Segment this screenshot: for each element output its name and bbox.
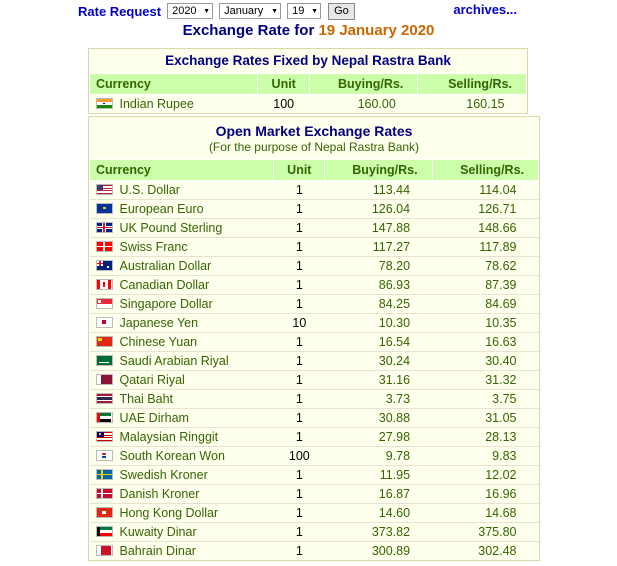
table-row xyxy=(90,219,539,238)
unit-cell: 1 xyxy=(274,238,325,257)
unit-cell: 1 xyxy=(274,485,325,504)
buying-rate-cell: 126.04 xyxy=(325,200,432,219)
canada-flag-icon xyxy=(96,279,113,290)
uk-flag-icon xyxy=(96,222,113,233)
fixed-rates-panel xyxy=(88,48,528,114)
table-row xyxy=(90,352,539,371)
chevron-down-icon: ▼ xyxy=(271,7,279,15)
china-flag-icon xyxy=(96,336,113,347)
chevron-down-icon: ▼ xyxy=(311,7,319,15)
buying-rate-cell: 147.88 xyxy=(325,219,432,238)
table-row xyxy=(90,409,539,428)
open-market-body xyxy=(90,181,539,561)
currency-cell xyxy=(90,447,274,466)
currency-cell xyxy=(90,333,274,352)
currency-cell xyxy=(90,200,274,219)
page-title-prefix: Exchange Rate for xyxy=(182,22,319,39)
day-select[interactable] xyxy=(287,3,321,19)
table-row xyxy=(90,542,539,561)
australia-flag-icon xyxy=(96,260,113,271)
table-row xyxy=(90,314,539,333)
selling-rate-cell: 87.39 xyxy=(432,276,538,295)
currency-name: Japanese Yen xyxy=(119,316,199,330)
unit-cell: 1 xyxy=(274,409,325,428)
buying-rate-cell: 300.89 xyxy=(325,542,432,561)
unit-cell: 1 xyxy=(274,219,325,238)
unit-cell: 10 xyxy=(274,314,325,333)
table-row xyxy=(90,504,539,523)
rate-request-bar xyxy=(0,0,617,22)
table-row xyxy=(90,447,539,466)
selling-rate-cell: 16.96 xyxy=(432,485,538,504)
unit-cell: 1 xyxy=(274,352,325,371)
unit-cell: 1 xyxy=(274,504,325,523)
buying-rate-cell: 373.82 xyxy=(325,523,432,542)
unit-cell: 1 xyxy=(274,181,325,200)
currency-cell xyxy=(90,523,274,542)
buying-rate-cell: 11.95 xyxy=(325,466,432,485)
fixed-rates-title: Exchange Rates Fixed by Nepal Rastra Bank xyxy=(165,53,451,68)
unit-cell: 1 xyxy=(274,295,325,314)
currency-name: Canadian Dollar xyxy=(119,278,210,292)
currency-cell xyxy=(90,238,274,257)
selling-rate-cell: 14.68 xyxy=(432,504,538,523)
selling-rate-cell: 78.62 xyxy=(432,257,538,276)
currency-name: Swiss Franc xyxy=(119,240,188,254)
currency-name: U.S. Dollar xyxy=(119,183,180,197)
column-header-unit: Unit xyxy=(258,74,310,95)
selling-rate-cell: 9.83 xyxy=(432,447,538,466)
buying-rate-cell: 160.00 xyxy=(310,95,418,114)
unit-cell: 1 xyxy=(274,390,325,409)
selling-rate-cell: 28.13 xyxy=(432,428,538,447)
unit-cell: 1 xyxy=(274,333,325,352)
currency-name: Kuwaity Dinar xyxy=(119,525,197,539)
selling-rate-cell: 10.35 xyxy=(432,314,538,333)
unit-cell: 1 xyxy=(274,523,325,542)
buying-rate-cell: 14.60 xyxy=(325,504,432,523)
fixed-rates-table xyxy=(89,73,527,113)
currency-cell xyxy=(90,276,274,295)
table-row xyxy=(90,333,539,352)
currency-cell xyxy=(90,371,274,390)
open-market-table xyxy=(89,159,539,560)
table-row xyxy=(90,257,539,276)
buying-rate-cell: 78.20 xyxy=(325,257,432,276)
unit-cell: 100 xyxy=(258,95,310,114)
selling-rate-cell: 84.69 xyxy=(432,295,538,314)
day-select-value: 19 xyxy=(292,5,305,17)
uae-flag-icon xyxy=(96,412,113,423)
page-title-date: 19 January 2020 xyxy=(318,22,435,39)
unit-cell: 1 xyxy=(274,200,325,219)
currency-cell xyxy=(90,181,274,200)
column-header-selling: Selling/Rs. xyxy=(418,74,527,95)
selling-rate-cell: 117.89 xyxy=(432,238,538,257)
month-select-value: January xyxy=(224,5,264,17)
currency-cell xyxy=(90,314,274,333)
currency-name: Malaysian Ringgit xyxy=(119,430,219,444)
table-header-row xyxy=(90,74,527,95)
kuwait-flag-icon xyxy=(96,526,113,537)
buying-rate-cell: 16.54 xyxy=(325,333,432,352)
table-row xyxy=(90,466,539,485)
column-header-selling: Selling/Rs. xyxy=(432,160,538,181)
eu-flag-icon xyxy=(96,203,113,214)
currency-cell xyxy=(90,219,274,238)
currency-name: South Korean Won xyxy=(119,449,225,463)
buying-rate-cell: 3.73 xyxy=(325,390,432,409)
currency-cell xyxy=(90,257,274,276)
buying-rate-cell: 9.78 xyxy=(325,447,432,466)
open-market-title: Open Market Exchange Rates xyxy=(215,123,413,139)
table-row xyxy=(90,200,539,219)
month-select[interactable] xyxy=(219,3,281,19)
buying-rate-cell: 30.88 xyxy=(325,409,432,428)
selling-rate-cell: 30.40 xyxy=(432,352,538,371)
currency-cell xyxy=(90,466,274,485)
selling-rate-cell: 375.80 xyxy=(432,523,538,542)
hong-kong-flag-icon xyxy=(96,507,113,518)
sweden-flag-icon xyxy=(96,469,113,480)
buying-rate-cell: 117.27 xyxy=(325,238,432,257)
currency-name: UK Pound Sterling xyxy=(119,221,223,235)
unit-cell: 1 xyxy=(274,371,325,390)
currency-name: Australian Dollar xyxy=(119,259,212,273)
india-flag-icon xyxy=(96,98,113,109)
selling-rate-cell: 31.32 xyxy=(432,371,538,390)
column-header-buying: Buying/Rs. xyxy=(310,74,418,95)
year-select-value: 2020 xyxy=(172,5,197,17)
table-row xyxy=(90,390,539,409)
south-korea-flag-icon xyxy=(96,450,113,461)
saudi-arabia-flag-icon xyxy=(96,355,113,366)
table-row xyxy=(90,485,539,504)
table-row xyxy=(90,276,539,295)
page-title xyxy=(0,22,617,39)
currency-cell xyxy=(90,428,274,447)
buying-rate-cell: 16.87 xyxy=(325,485,432,504)
year-select[interactable] xyxy=(167,3,213,19)
table-row xyxy=(90,523,539,542)
currency-name: Chinese Yuan xyxy=(119,335,198,349)
column-header-currency: Currency xyxy=(90,74,258,95)
thailand-flag-icon xyxy=(96,393,113,404)
selling-rate-cell: 126.71 xyxy=(432,200,538,219)
chevron-down-icon: ▼ xyxy=(203,7,211,15)
buying-rate-cell: 30.24 xyxy=(325,352,432,371)
selling-rate-cell: 16.63 xyxy=(432,333,538,352)
currency-name: Swedish Kroner xyxy=(119,468,208,482)
open-market-subtitle: (For the purpose of Nepal Rastra Bank) xyxy=(208,140,420,154)
buying-rate-cell: 10.30 xyxy=(325,314,432,333)
usa-flag-icon xyxy=(96,184,113,195)
selling-rate-cell: 3.75 xyxy=(432,390,538,409)
open-market-panel xyxy=(88,116,540,561)
currency-cell xyxy=(90,352,274,371)
currency-name: Thai Baht xyxy=(119,392,174,406)
buying-rate-cell: 84.25 xyxy=(325,295,432,314)
rate-request-label: Rate Request xyxy=(78,3,162,19)
currency-name: Qatari Riyal xyxy=(119,373,185,387)
currency-name: European Euro xyxy=(119,202,204,216)
unit-cell: 1 xyxy=(274,542,325,561)
currency-cell xyxy=(90,295,274,314)
selling-rate-cell: 302.48 xyxy=(432,542,538,561)
table-row xyxy=(90,371,539,390)
selling-rate-cell: 148.66 xyxy=(432,219,538,238)
fixed-rates-body xyxy=(90,95,527,114)
currency-name: UAE Dirham xyxy=(119,411,189,425)
unit-cell: 1 xyxy=(274,276,325,295)
currency-cell xyxy=(90,485,274,504)
table-row xyxy=(90,181,539,200)
column-header-unit: Unit xyxy=(274,160,325,181)
currency-name: Indian Rupee xyxy=(119,97,194,111)
currency-cell xyxy=(90,95,258,114)
unit-cell: 1 xyxy=(274,428,325,447)
unit-cell: 100 xyxy=(274,447,325,466)
bahrain-flag-icon xyxy=(96,545,113,556)
buying-rate-cell: 86.93 xyxy=(325,276,432,295)
qatar-flag-icon xyxy=(96,374,113,385)
table-row xyxy=(90,428,539,447)
selling-rate-cell: 12.02 xyxy=(432,466,538,485)
singapore-flag-icon xyxy=(96,298,113,309)
currency-name: Danish Kroner xyxy=(119,487,200,501)
selling-rate-cell: 114.04 xyxy=(432,181,538,200)
denmark-flag-icon xyxy=(96,488,113,499)
archives-link[interactable]: archives... xyxy=(453,2,517,17)
column-header-currency: Currency xyxy=(90,160,274,181)
unit-cell: 1 xyxy=(274,257,325,276)
buying-rate-cell: 27.98 xyxy=(325,428,432,447)
unit-cell: 1 xyxy=(274,466,325,485)
currency-name: Bahrain Dinar xyxy=(119,544,196,558)
go-button[interactable]: Go xyxy=(328,3,355,20)
currency-name: Saudi Arabian Riyal xyxy=(119,354,229,368)
switzerland-flag-icon xyxy=(96,241,113,252)
japan-flag-icon xyxy=(96,317,113,328)
currency-cell xyxy=(90,390,274,409)
selling-rate-cell: 160.15 xyxy=(418,95,527,114)
malaysia-flag-icon xyxy=(96,431,113,442)
table-row xyxy=(90,238,539,257)
currency-name: Singapore Dollar xyxy=(119,297,213,311)
table-header-row xyxy=(90,160,539,181)
table-row xyxy=(90,95,527,114)
buying-rate-cell: 113.44 xyxy=(325,181,432,200)
currency-cell xyxy=(90,409,274,428)
currency-cell xyxy=(90,542,274,561)
currency-name: Hong Kong Dollar xyxy=(119,506,219,520)
buying-rate-cell: 31.16 xyxy=(325,371,432,390)
table-row xyxy=(90,295,539,314)
currency-cell xyxy=(90,504,274,523)
selling-rate-cell: 31.05 xyxy=(432,409,538,428)
column-header-buying: Buying/Rs. xyxy=(325,160,432,181)
